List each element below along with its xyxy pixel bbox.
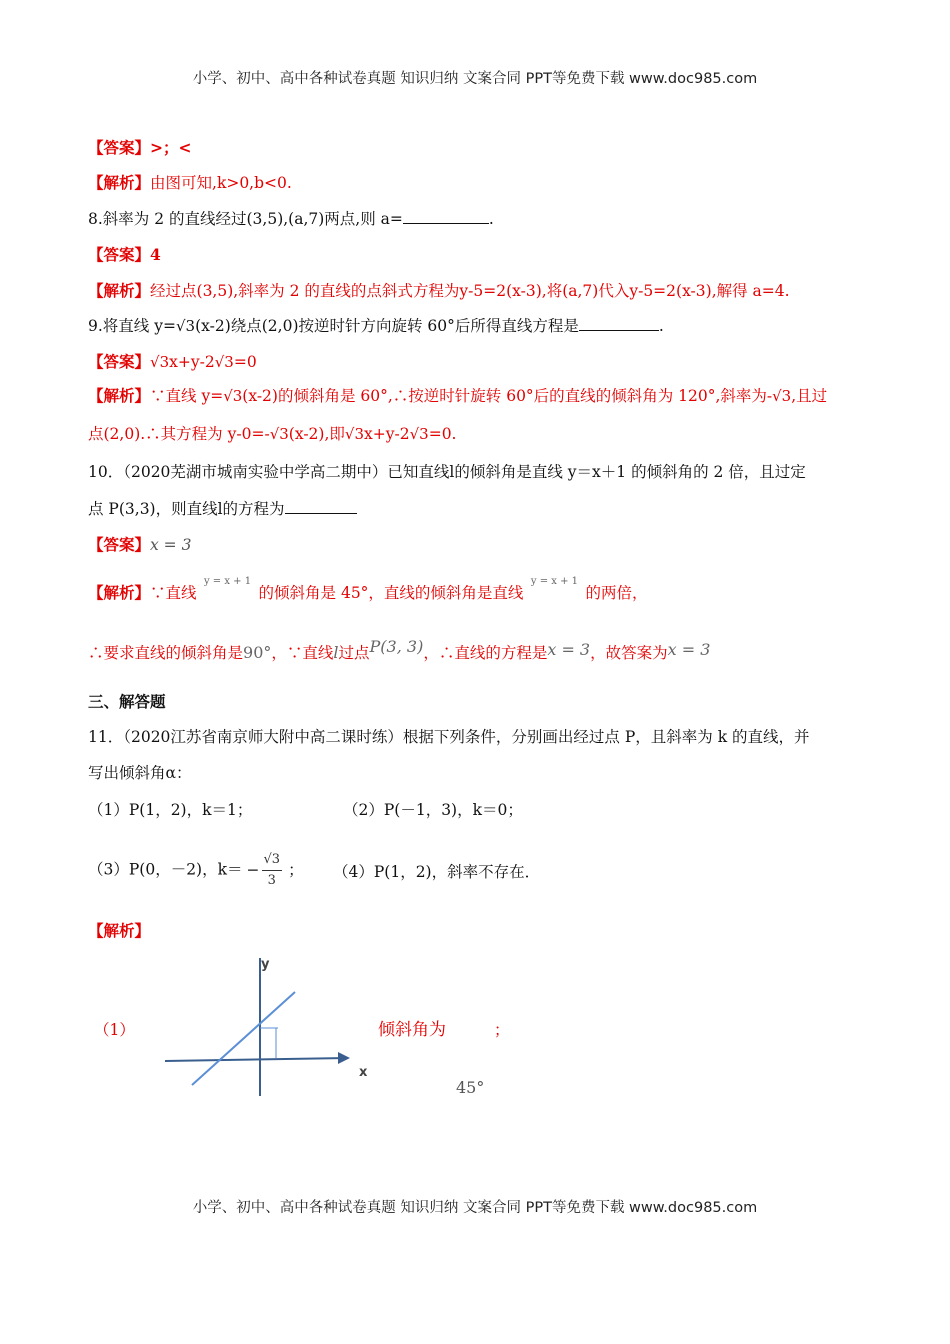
q9-question-part: (x-2)绕点(2,0)按逆时针方向旋转 60°后所得直线方程是 — [195, 317, 579, 335]
q11-question-line1: 11．（2020江苏省南京师大附中高二课时练）根据下列条件，分别画出经过点 P，且斜率为 k 的直线，并 — [88, 728, 810, 746]
q9-answer-part: =0 — [233, 353, 257, 371]
q10-analysis-line2 — [88, 637, 711, 663]
q9-answer-part: x+y-2 — [169, 353, 215, 371]
q10-analysis-part: ，故答案为 — [590, 644, 668, 662]
q11-condition-3 — [88, 850, 304, 894]
solution1-text: 倾斜角为 — [378, 1020, 446, 1040]
q8-question-text: 8.斜率为 2 的直线经过(3,5),(a,7)两点,则 a= — [88, 210, 403, 228]
answer-label: 【答案】 — [88, 535, 151, 554]
sqrt3: √3 — [344, 425, 364, 443]
q10-analysis-part: 的两倍， — [585, 584, 648, 602]
q11-analysis-label: 【解析】 — [88, 921, 151, 940]
sqrt3: √3 — [772, 387, 792, 405]
analysis-label: 【解析】 — [88, 583, 151, 602]
q10-analysis-part: 过点 — [338, 644, 370, 662]
q8-analysis — [88, 281, 790, 301]
q10-analysis-part: ，∴直线的方程是 — [423, 644, 548, 662]
q9-answer — [88, 352, 257, 372]
q7-answer — [88, 138, 192, 158]
sqrt3: √3 — [269, 425, 289, 443]
q10-answer — [88, 535, 191, 555]
axis-label-y: y — [261, 957, 270, 972]
semicolon: ； — [288, 860, 304, 879]
q9-analysis-part: (x-2)的倾斜角是 60°,∴按逆时针旋转 60°后的直线的倾斜角为 120°,斜率为- — [242, 387, 773, 405]
minus-sign: − — [246, 860, 260, 879]
analysis-label: 【解析】 — [88, 173, 151, 192]
axis-label-x: x — [359, 1065, 368, 1080]
q9-question-part: 9.将直线 y= — [88, 317, 176, 335]
solution1-graph — [160, 950, 380, 1100]
q10-analysis-part: 的倾斜角是 45°，直线的倾斜角是直线 — [258, 584, 524, 602]
q8-answer-value: 4 — [150, 245, 161, 264]
answer-blank — [579, 316, 659, 331]
sqrt3: √3 — [150, 353, 170, 371]
solution1-angle: 45° — [456, 1078, 485, 1097]
page-header: 小学、初中、高中各种试卷真题 知识归纳 文案合同 PPT等免费下载 www.doc985.com — [192, 71, 758, 87]
equation-x3: x = 3 — [667, 640, 711, 659]
answer-label: 【答案】 — [88, 138, 151, 157]
q7-answer-value: >；< — [150, 138, 192, 157]
answer-label: 【答案】 — [88, 352, 151, 371]
var-l: l — [333, 643, 339, 662]
x-axis-arrow — [338, 1052, 350, 1064]
q10-analysis-part: ∴要求直线的倾斜角是 — [88, 644, 244, 662]
q9-analysis-part: ∵直线 y= — [150, 387, 224, 405]
q10-analysis-part: ，∵直线 — [271, 644, 334, 662]
q10-analysis-part: ∵直线 — [150, 584, 197, 602]
point-p: P(3, 3) — [369, 637, 424, 656]
analysis-label: 【解析】 — [88, 281, 151, 300]
q10-answer-value: x = 3 — [150, 536, 192, 554]
line-slope-1 — [192, 992, 295, 1085]
q7-analysis-text: 由图可知,k>0,b<0. — [150, 174, 292, 192]
equation-x3: x = 3 — [547, 640, 591, 659]
q9-analysis-line2 — [88, 424, 456, 444]
equation-small: y = x + 1 — [530, 576, 578, 587]
q7-analysis — [88, 173, 292, 193]
q11-condition-1: （1）P(1，2)，k＝1； — [88, 801, 253, 819]
page-footer: 小学、初中、高中各种试卷真题 知识归纳 文案合同 PPT等免费下载 www.doc985.com — [192, 1200, 758, 1216]
q9-analysis-part: ,且过 — [791, 387, 828, 405]
sqrt3: √3 — [409, 425, 429, 443]
q10-question-line2 — [88, 499, 357, 519]
answer-blank — [403, 209, 489, 224]
angle-90: 90° — [243, 643, 272, 662]
q10-analysis-line1 — [88, 576, 648, 606]
q11-condition-4: （4）P(1，2)，斜率不存在． — [333, 863, 541, 881]
sqrt3: √3 — [214, 353, 234, 371]
section-title: 三、解答题 — [88, 692, 166, 711]
q8-answer — [88, 245, 161, 265]
solution1-semicolon: ； — [494, 1021, 510, 1039]
q11-condition-3-text: （3）P(0，－2)，k＝ — [88, 860, 243, 879]
q9-analysis-part: 点(2,0).∴其方程为 y-0=- — [88, 425, 270, 443]
q8-question: 8.斜率为 2 的直线经过(3,5),(a,7)两点,则 a= . — [88, 210, 494, 228]
q8-analysis-text: 经过点(3,5),斜率为 2 的直线的点斜式方程为y-5=2(x-3),将(a,7)代入y-5=2(x-3),解得 a=4. — [150, 282, 790, 300]
analysis-label: 【解析】 — [88, 386, 151, 405]
equation-small: y = x + 1 — [203, 576, 252, 587]
q10-question-text: 点 P(3,3)，则直线l的方程为 — [88, 500, 285, 518]
answer-blank — [285, 499, 357, 514]
q9-analysis-part: =0. — [428, 425, 457, 443]
q9-analysis-part: (x-2),即 — [288, 425, 345, 443]
x-axis — [165, 1058, 348, 1061]
answer-label: 【答案】 — [88, 245, 151, 264]
sqrt3: √3 — [223, 387, 243, 405]
fraction — [262, 850, 283, 891]
solution1-label: （1） — [94, 1021, 135, 1039]
q9-analysis-line1 — [88, 386, 827, 406]
fraction-denominator: 3 — [267, 873, 276, 888]
q11-question-line2: 写出倾斜角α： — [88, 764, 192, 782]
q10-question-line1: 10．（2020芜湖市城南实验中学高二期中）已知直线l的倾斜角是直线 y＝x＋1 的倾斜角的 2 倍，且过定 — [88, 463, 806, 481]
q11-condition-2: （2）P(－1，3)，k＝0； — [343, 801, 523, 819]
q9-analysis-part: x+y-2 — [364, 425, 410, 443]
fraction-numerator: √3 — [262, 850, 283, 871]
sqrt3: √3 — [175, 317, 196, 335]
q9-question: 9.将直线 y=√3(x-2)绕点(2,0)按逆时针方向旋转 60°后所得直线方程是 . — [88, 317, 664, 335]
